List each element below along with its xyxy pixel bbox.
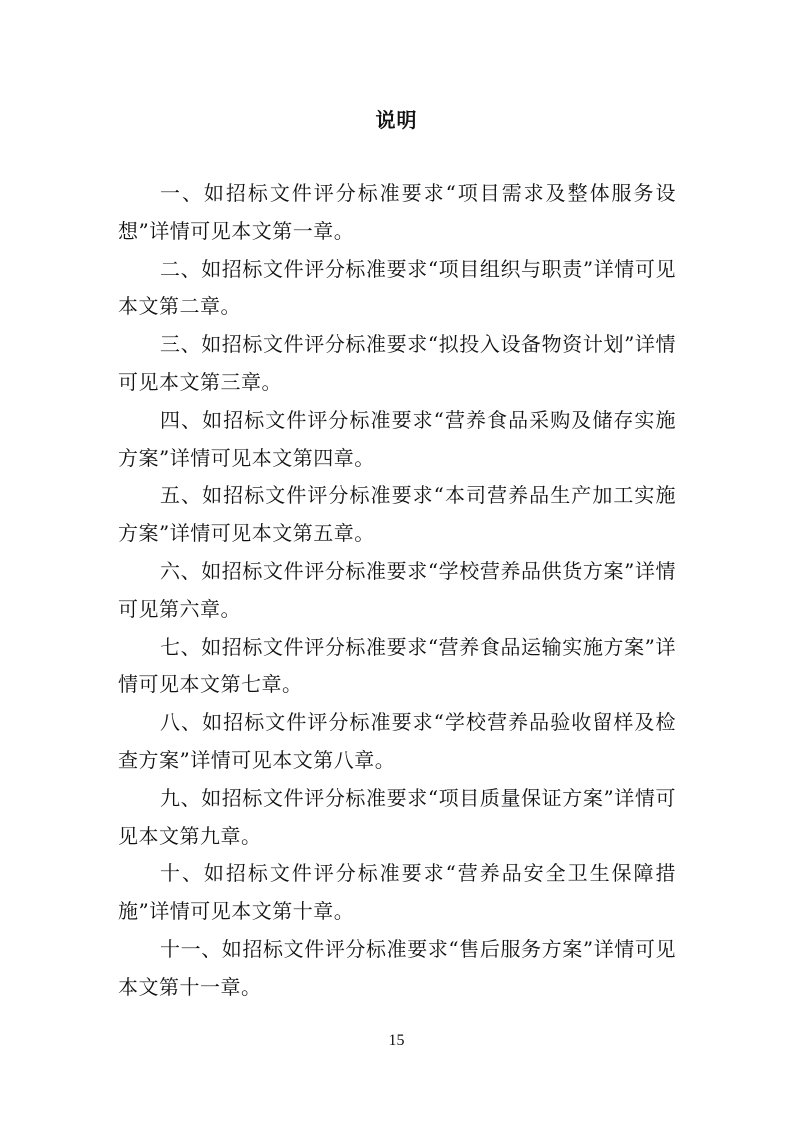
paragraph-11: 十一、如招标文件评分标准要求“售后服务方案”详情可见本文第十一章。 [118, 936, 676, 999]
paragraph-3: 三、如招标文件评分标准要求“拟投入设备物资计划”详情可见本文第三章。 [118, 332, 676, 394]
paragraph-10: 十、如招标文件评分标准要求“营养品安全卫生保障措施”详情可见本文第十章。 [118, 861, 676, 924]
document-body [118, 175, 676, 1007]
paragraph-6: 六、如招标文件评分标准要求“学校营养品供货方案”详情可见第六章。 [118, 558, 676, 621]
paragraph-7: 七、如招标文件评分标准要求“营养食品运输实施方案”详情可见本文第七章。 [118, 634, 676, 697]
paragraph-8: 八、如招标文件评分标准要求“学校营养品验收留样及检查方案”详情可见本文第八章。 [118, 710, 676, 772]
paragraph-2: 二、如招标文件评分标准要求“项目组织与职责”详情可见本文第二章。 [118, 256, 676, 319]
paragraph-9: 九、如招标文件评分标准要求“项目质量保证方案”详情可见本文第九章。 [118, 785, 676, 848]
paragraph-4: 四、如招标文件评分标准要求“营养食品采购及储存实施方案”详情可见本文第四章。 [118, 407, 676, 470]
paragraph-5: 五、如招标文件评分标准要求“本司营养品生产加工实施方案”详情可见本文第五章。 [118, 483, 676, 546]
page-number: 15 [388, 1032, 405, 1049]
paragraph-1: 一、如招标文件评分标准要求“项目需求及整体服务设想”详情可见本文第一章。 [118, 181, 676, 243]
page-title: 说明 [375, 108, 418, 132]
